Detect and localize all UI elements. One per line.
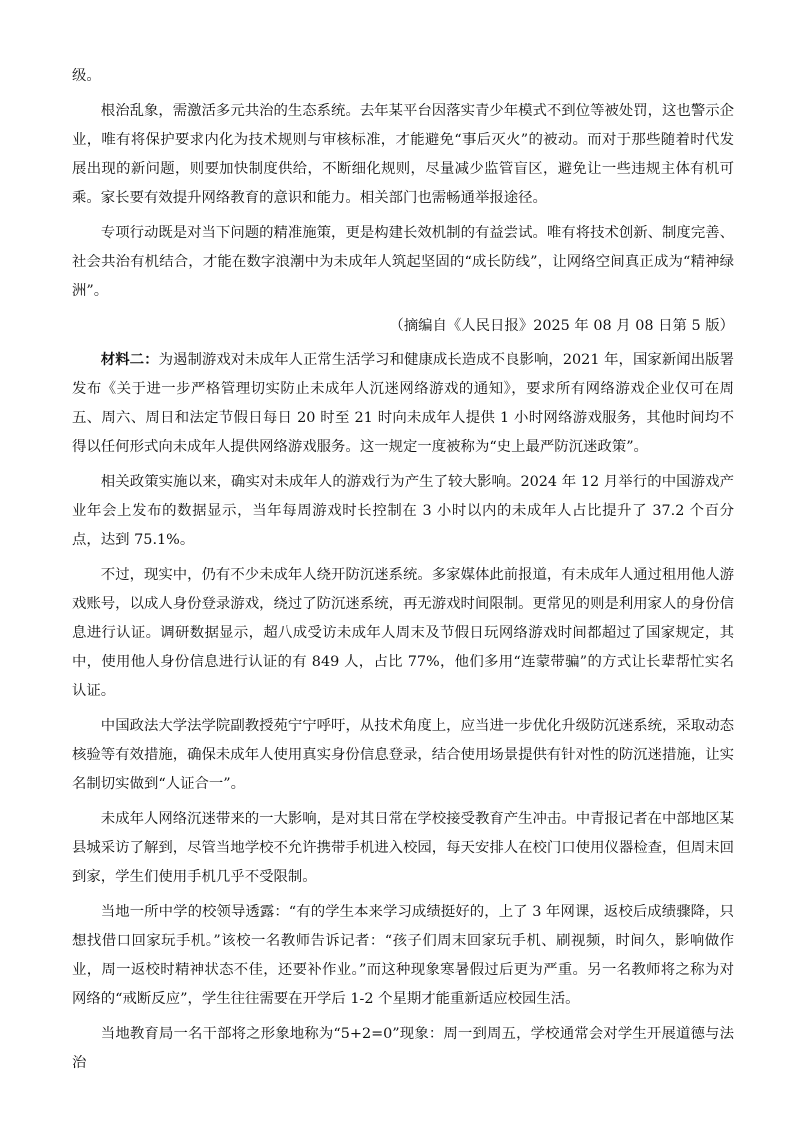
paragraph-teacher-quotes: 当地一所中学的校领导透露：“有的学生本来学习成绩挺好的，上了 3 年网课，返校后成绩骤降，只想找借口回家玩手机。”该校一名教师告诉记者：“孩子们周末回家玩手机、刷视频，时间久，影响做作业，周一返校时精神状态不佳，还要补作业。”而这种现象寒暑假过后更为严重。另一名教师将之称为对网络的“戒断反应”，学生往往需要在开学后 1-2 个星期才能重新适应校园生活。 bbox=[72, 904, 734, 1007]
paragraph-school-impact: 未成年人网络沉迷带来的一大影响，是对其日常在学校接受教育产生冲击。中青报记者在中部地区某县城采访了解到，尽管当地学校不允许携带手机进入校园，每天安排人在校门口使用仪器检查，但周末回到家，学生们使用手机几乎不受限制。 bbox=[72, 811, 734, 885]
paragraph-special-action: 专项行动既是对当下问题的精准施策，更是构建长效机制的有益尝试。唯有将技术创新、制度完善、社会共治有机结合，才能在数字浪潮中为未成年人筑起坚固的“成长防线”，让网络空间真正成为“精神绿洲”。 bbox=[72, 225, 734, 299]
source-citation: （摘编自《人民日报》2025 年 08 月 08 日第 5 版） bbox=[389, 318, 734, 334]
paragraph-governance: 根治乱象，需激活多元共治的生态系统。去年某平台因落实青少年模式不到位等被处罚，这也警示企业，唯有将保护要求内化为技术规则与审核标准，才能避免“事后灭火”的被动。而对于那些随着时代发展出现的新问题，则要加快制度供给，不断细化规则，尽量减少监管盲区，避免让一些违规主体有机可乘。家长要有效提升网络教育的意识和能力。相关部门也需畅通举报途径。 bbox=[72, 103, 734, 206]
paragraph-bypass: 不过，现实中，仍有不少未成年人绕开防沉迷系统。多家媒体此前报道，有未成年人通过租用他人游戏账号，以成人身份登录游戏，绕过了防沉迷系统，再无游戏时间限制。更常见的则是利用家人的身份信息进行认证。调研数据显示，超八成受访未成年人周末及节假日玩网络游戏时间都超过了国家规定，其中，使用他人身份信息进行认证的有 849 人，占比 77%，他们多用“连蒙带骗”的方式让长辈帮忙实名认证。 bbox=[72, 567, 734, 699]
paragraph-policy-effect: 相关政策实施以来，确实对未成年人的游戏行为产生了较大影响。2024 年 12 月举行的中国游戏产业年会上发布的数据显示，当年每周游戏时长控制在 3 小时以内的未成年人占比提升了 37.2 个百分点，达到 75.1%。 bbox=[72, 474, 734, 548]
paragraph-5-2-0: 当地教育局一名干部将之形象地称为“5+2=0”现象：周一到周五，学校通常会对学生开展道德与法治 bbox=[72, 1026, 734, 1071]
material-two-body: 为遏制游戏对未成年人正常生活学习和健康成长造成不良影响，2021 年，国家新闻出版署发布《关于进一步严格管理切实防止未成年人沉迷网络游戏的通知》，要求所有网络游戏企业仅可在周五、周六、周日和法定节假日每日 20 时至 21 时向未成年人提供 1 小时网络游戏服务，其他时间均不得以任何形式向未成年人提供网络游戏服务。这一规定一度被称为“史上最严防沉迷政策”。 bbox=[72, 352, 734, 455]
paragraph-continuation: 级。 bbox=[72, 68, 101, 84]
paragraph-expert-appeal: 中国政法大学法学院副教授苑宁宁呼吁，从技术角度上，应当进一步优化升级防沉迷系统，采取动态核验等有效措施，确保未成年人使用真实身份信息登录，结合使用场景提供有针对性的防沉迷措施，让实名制切实做到“人证合一”。 bbox=[72, 718, 734, 792]
paragraph-material-two bbox=[72, 345, 734, 462]
material-two-label: 材料二： bbox=[100, 351, 159, 368]
